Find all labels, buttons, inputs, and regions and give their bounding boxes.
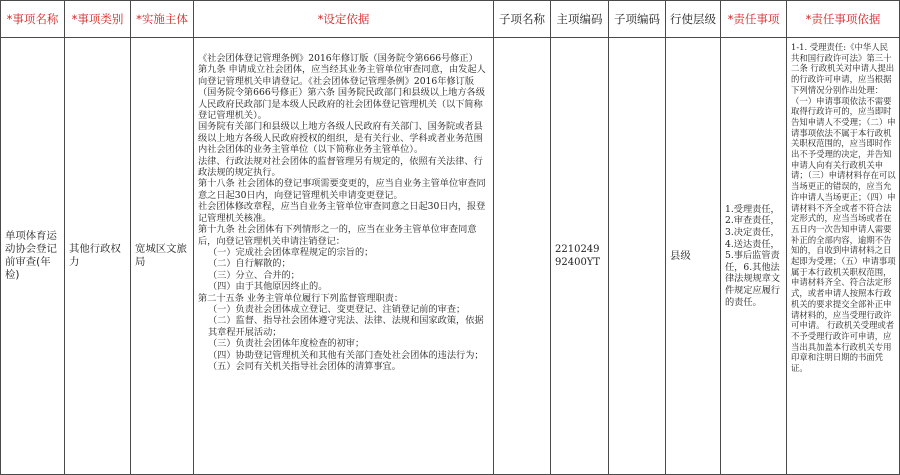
- basis-line: （四）由于其他原因终止的。: [208, 281, 328, 293]
- basis-line: 法律、行政法规对社会团体的监督管理另有规定的，依照有关法律、行政法规的规定执行。: [198, 155, 483, 179]
- basis-line: （三）负责社会团体年度检查的初审；: [208, 338, 365, 350]
- cell-responsibility: 1.受理责任，2.审查责任，3.决定责任，4.送达责任，5.事后监管责任，6.其他法律法规规章文件规定应履行的责任。: [721, 38, 787, 475]
- basis-line: （一）完成社会团体章程规定的宗旨的；: [208, 246, 374, 258]
- header-sub-item-name: 子项名称: [494, 1, 551, 38]
- header-main-item-code: 主项编码: [551, 1, 609, 38]
- header-item-category: *事项类别: [65, 1, 131, 38]
- basis-line: （一）负责社会团体成立登记、变更登记、注销登记前的审查；: [208, 303, 466, 315]
- basis-line: 第十八条 社会团体的登记事项需要变更的，应当自业务主管单位审查同意之日起30日内，向登记管理机关申请变更登记。: [198, 178, 486, 201]
- header-legal-basis: *设定依据: [194, 1, 494, 38]
- cell-main-item-code: 221024992400YT: [551, 38, 609, 475]
- basis-line: （二）监督、指导社会团体遵守宪法、法律、法规和国家政策，依据其章程开展活动；: [208, 315, 484, 338]
- basis-line: 国务院有关部门和县级以上地方各级人民政府有关部门、国务院或者县级以上地方各级人民政府授权的组织，是有关行业、学科或者业务范围内社会团体的业务主管单位（以下简称业务主管单位）。: [198, 121, 483, 156]
- basis-line: 第二十五条 业务主管单位履行下列监督管理职责：: [198, 292, 404, 304]
- header-exercise-level: 行使层级: [666, 1, 721, 38]
- cell-exercise-level: 县级: [666, 38, 721, 475]
- basis-line: （二）自行解散的；: [208, 258, 291, 270]
- header-implementing-body: *实施主体: [131, 1, 194, 38]
- basis-line: （五）会同有关机关指导社会团体的清算事宜。: [208, 360, 401, 372]
- basis-line: （四）协助登记管理机关和其他有关部门查处社会团体的违法行为；: [208, 349, 484, 361]
- table-row: [1, 38, 900, 475]
- basis-line: 社会团体修改章程，应当自业务主管单位审查同意之日起30日内，报登记管理机关核准。: [198, 201, 486, 224]
- cell-implementing-body: 宽城区文旅局: [131, 38, 194, 475]
- header-responsibility-basis: *责任事项依据: [787, 1, 900, 38]
- cell-sub-item-code: [609, 38, 666, 475]
- cell-responsibility-basis: 1-1. 受理责任:《中华人民共和国行政许可法》第三十二条 行政机关对申请人提出的行政许可申请，应当根据下列情况分别作出处理：（一）申请事项依法不需要取得行政许可的，应当即时告知申请人不受理；（二）申请事项依法不属于本行政机关职权范围的，应当即时作出不予受理的决定，并告知申请人向有关行政机关申请；（三）申请材料存在可以当场更正的错误的，应当允许申请人当场更正；（四）申请材料不齐全或者不符合法定形式的，应当当场或者在五日内一次告知申请人需要补正的全部内容，逾期不告知的，自收到申请材料之日起即为受理；（五）申请事项属于本行政机关职权范围，申请材料齐全、符合法定形式，或者申请人按照本行政机关的要求提交全部补正申请材料的，应当受理行政许可申请。 行政机关受理或者不予受理行政许可申请，应当出具加盖本行政机关专用印章和注明日期的书面凭证。: [787, 38, 900, 475]
- cell-item-category: 其他行政权力: [65, 38, 131, 475]
- header-sub-item-code: 子项编码: [609, 1, 666, 38]
- basis-line: 第九条 申请成立社会团体，应当经其业务主管单位审查同意，由发起人向登记管理机关申请登记。《社会团体登记管理条例》2016年修订版（国务院令第666号修正）第六条 国务院民政部门和县级以上地方各级人民政府民政部门是本级人民政府的社会团体登记管理机关（以下简称登记管理机关）。: [198, 64, 486, 122]
- cell-sub-item-name: [494, 38, 551, 475]
- basis-line: 第十九条 社会团体有下列情形之一的，应当在业务主管单位审查同意后，向登记管理机关申请注销登记：: [198, 224, 477, 247]
- basis-line: 《社会团体登记管理条例》2016年修订版（国务院令第666号修正）: [198, 53, 478, 64]
- header-row: [1, 1, 900, 38]
- basis-line: （三）分立、合并的；: [208, 269, 300, 281]
- header-item-name: *事项名称: [1, 1, 65, 38]
- cell-item-name: 单项体育运动协会登记前审查(年检): [1, 38, 65, 475]
- cell-legal-basis: [194, 38, 494, 475]
- header-responsibility: *责任事项: [721, 1, 787, 38]
